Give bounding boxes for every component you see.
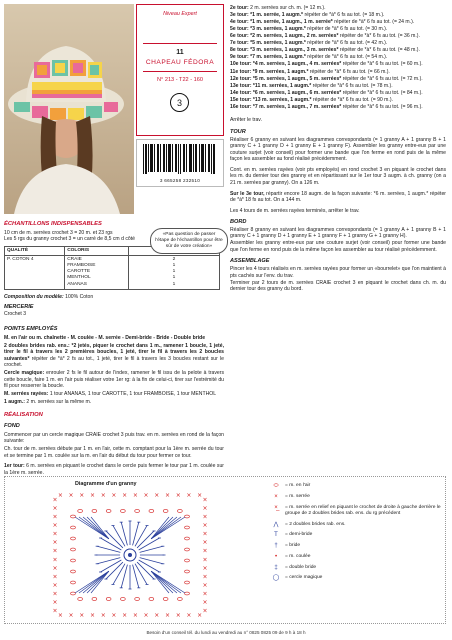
round-text: 2 m. serrées sur ch. m. (= 12 m.). [248, 4, 326, 11]
legend-item [267, 532, 445, 538]
svg-text:×: × [52, 504, 58, 512]
tour-p3-label: Sur le 3e tour, [230, 190, 265, 197]
granny-diagram [25, 489, 235, 621]
diagram-title: Diagramme d'un granny [75, 481, 137, 487]
svg-text:×: × [197, 492, 203, 499]
legend-text: = m. en l'air [285, 483, 311, 488]
round-text: répéter de *à* 6 fs au tot. (= 36 m.). [338, 33, 420, 40]
round-label: 2e tour: [230, 4, 249, 11]
quantity: 1 [172, 281, 176, 287]
legend-item [267, 543, 445, 549]
svg-text:×: × [132, 612, 138, 619]
round-label: 4e tour: *1 m. serrée, 1 augm., 1 m. serrée* [230, 18, 333, 25]
assemblage-paragraph: Terminer par 2 tours de m. serrées CRAIE crochet 3 en piquant le crochet dans ch. m. du dernier tour des granny du bord. [230, 279, 446, 293]
points-double-bride-rest: répéter de *à* 2 fs au tot., 1 jeté, tirer le fil à travers les 3 boucles restant sur le crochet. [4, 355, 224, 369]
svg-text:×: × [202, 522, 208, 529]
pattern-header-card [136, 4, 224, 136]
legend-text: = demi-bride [285, 532, 313, 538]
round-text: répéter de *à* 6 fs au tot. (= 48 m.). [338, 47, 420, 54]
svg-text:×: × [202, 496, 208, 504]
svg-text:×: × [202, 530, 208, 538]
pattern-title: CHAPEAU FÉDORA [145, 59, 215, 66]
svg-text:×: × [202, 547, 208, 555]
svg-text:×: × [68, 612, 74, 619]
svg-text:×: × [111, 612, 117, 619]
svg-text:×: × [154, 612, 160, 619]
legend-text: = double bride [285, 564, 317, 570]
svg-text:×: × [143, 612, 149, 619]
color-name: MENTHOL [67, 275, 91, 281]
round-line [230, 5, 446, 12]
difficulty-level: Niveau Expert [163, 11, 197, 17]
svg-text:×: × [202, 513, 208, 521]
svg-text:×: × [79, 492, 85, 499]
points-title: POINTS EMPLOYÉS [4, 325, 58, 332]
legend-symbol-icon: ‡ [274, 564, 278, 571]
barcode-number: 3 665258 232510 [159, 178, 201, 184]
color-name: CAROTTE [67, 269, 91, 275]
barcode-icon [137, 140, 223, 178]
svg-text:×: × [164, 492, 171, 499]
fond-text: Commencer par un cercle magique CRAIE crochet 3 puis trav. en m. serrées en rond de la façon suivante: [4, 431, 224, 445]
round-line [230, 12, 446, 19]
points-aug [4, 399, 224, 406]
table-header: QUALITÉ [5, 246, 65, 255]
tour-paragraph: Cont. en m. serrées rayées (voir pts employés) en rond crochet 3 en piquant le crochet dans les m. du dernier tour des granny et en répartissant sur le 1er tour 3 augm. à ch. granny (on a 21 m. serrées par granny). On a 126 m. [230, 166, 446, 186]
round-line [230, 69, 446, 76]
svg-text:×: × [52, 547, 58, 555]
legend-item [267, 575, 445, 581]
round-text: répéter de *à* 6 fs au tot. (= 90 m.). [311, 97, 393, 104]
gauge-line: 10 cm de m. serrées crochet 3 = 20 m. et 23 rgs [4, 229, 113, 236]
svg-text:×: × [202, 573, 208, 581]
svg-text:×: × [52, 556, 58, 564]
svg-text:×: × [79, 612, 85, 619]
color-name: ANANAS [67, 281, 87, 287]
points-double-bride [4, 343, 224, 369]
tour-paragraph [230, 191, 446, 204]
fond-text: Ch. tour de m. serrées débute par 1 m. en l'air, cette m. comptant pour la 1ère m. serrée du tour et se termine par 1 m. coulée sur la m. en l'air du début du tour pour fermer ce tour. [4, 446, 224, 459]
round-text: répéter de *à* 6 fs au tot. (= 42 m.). [305, 40, 388, 47]
tour-paragraph: Les 4 tours de m. serrées rayées terminés, arrêter le trav. [230, 207, 360, 214]
tour-paragraph: Réaliser 6 granny en suivant les diagrammes correspondants (= 1 granny A + 1 granny B + 1 granny C + 1 granny D + 1 granny E + 1 granny F). Assembler les granny entre-eux par une couture surjet (voir conseil) pour former une bande que l'on ferme en rond puis de la même façon les assembler au fond réalisé précédemment. [230, 136, 446, 163]
svg-text:×: × [175, 492, 181, 499]
tour-title: TOUR [230, 129, 246, 136]
round-text: répéter de *à* 6 fs au tot. (= 24 m.). [332, 18, 415, 25]
round-1 [4, 463, 224, 476]
round-line [230, 33, 446, 40]
assemblage-title: ASSEMBLAGE [230, 258, 270, 265]
points-stripes-label: M. serrées rayées: [4, 391, 49, 398]
points-magic [4, 370, 224, 390]
round-line [230, 47, 446, 54]
svg-text:×: × [57, 612, 63, 619]
legend-text: = 2 doubles brides rab. ens. [285, 521, 346, 527]
svg-text:×: × [186, 492, 192, 499]
mercerie-value: Crochet 3 [4, 311, 27, 318]
mercerie-title: MERCERIE [4, 304, 34, 311]
barcode [136, 139, 224, 187]
round-text: répéter de *à* 6 fs au tot. (= 72 m.). [341, 75, 423, 82]
svg-text:×: × [52, 530, 58, 538]
round-label: 13e tour: *11 m. serrées, 1 augm.* [230, 82, 312, 89]
svg-text:×: × [111, 492, 117, 499]
round-label: 16e tour: *7 m. serrées, 1 augm., 7 m. serrées* [230, 104, 342, 111]
legend-item [267, 483, 445, 489]
round-text: répéter de *à* 6 fs au tot. (= 60 m.). [341, 61, 423, 68]
diagram-box [4, 476, 446, 624]
legend-symbol-icon: ◯ [272, 575, 280, 582]
quantity: 2 [172, 257, 176, 263]
svg-text:×: × [52, 539, 58, 547]
points-aug-label: 1 augm.: [4, 399, 25, 406]
table-cell [65, 256, 129, 290]
svg-text:×: × [122, 612, 128, 619]
quantity: 1 [172, 263, 176, 269]
legend-text: = cercle magique [285, 575, 323, 581]
points-magic-label: Cercle magique: [4, 370, 45, 377]
svg-text:×: × [52, 599, 58, 607]
svg-text:×: × [68, 492, 74, 499]
gauge-line: Les 5 rgs du granny crochet 3 = un carré de 8,5 cm d côté [4, 236, 135, 243]
svg-text:×: × [52, 582, 58, 589]
tour-p3-text: répartir encore 18 augm. de la façon suivante: *6 m. serrées, 1 augm.* répéter de *à* 18 fs au tot. On a 144 m. [230, 190, 446, 204]
points-double-bride-bold: 2 doubles brides rab. ens.: *2 jetés, piquer le crochet dans 1 m., ramener 1 boucle, 1 jeté, tirer le fil à travers les 2 premières boucles, 1 jeté, tirer le fil à travers les 2 boucles suivantes* [4, 342, 224, 362]
round-label: 8e tour: *3 m. serrées, 1 augm., 3 m. serrées* [230, 47, 339, 54]
pattern-reference: N° 213 - T22 - 160 [157, 77, 203, 83]
right-column [230, 4, 446, 293]
points-aug-text: 2 m. serrées sur la même m. [24, 399, 92, 406]
legend-symbol-icon: × [274, 493, 278, 500]
realisation-title: RÉALISATION [4, 411, 43, 418]
legend-text: = m. coulée [285, 553, 311, 559]
svg-text:×: × [154, 492, 160, 499]
legend-text: = bride [285, 543, 301, 549]
round-text: répéter de *à* 6 fs au tot. (= 96 m.). [341, 104, 423, 111]
points-stripes-text: 1 tour ANANAS, 1 tour CAROTTE, 1 tour FRAMBOISE, 1 tour MENTHOL [48, 391, 217, 398]
rounds-list [230, 5, 446, 111]
svg-text:×: × [122, 492, 128, 499]
legend-symbol-icon: † [274, 543, 278, 550]
legend-text: = m. serrée [285, 493, 310, 499]
round-text: répéter de *à* 6 fs au tot. (= 84 m.). [341, 89, 423, 96]
round-text: répéter de *à* 6 fs au tot. (= 30 m.). [305, 25, 388, 32]
table-cell: P. COTON 4 [5, 256, 65, 290]
svg-text:×: × [202, 504, 208, 512]
legend-item [267, 565, 445, 571]
table-cell [128, 256, 219, 290]
round-label: 6e tour: *2 m. serrées, 1 augm., 2 m. serrées* [230, 33, 339, 40]
legend-item [267, 522, 445, 528]
composition [4, 294, 224, 301]
round-label: 1er tour: [4, 463, 25, 470]
round-line [230, 76, 446, 83]
svg-text:×: × [57, 492, 63, 499]
footer: Besoin d'un conseil tél. du lundi au vendredi au n° 0825 0825 09 de 9 h à 18 h [146, 630, 306, 635]
round-text: 6 m. serrées en piquant le crochet dans le cercle puis fermer le tour par 1 m. coulée sur la 1ère m. serrée. [4, 463, 224, 476]
quantity: 1 [172, 269, 176, 275]
svg-text:×: × [100, 492, 106, 499]
round-line [230, 19, 446, 26]
round-line [230, 61, 446, 68]
composition-value: 100% Coton [65, 293, 94, 300]
round-line [230, 97, 446, 104]
legend-item [267, 494, 445, 500]
round-line [230, 104, 446, 111]
svg-text:×: × [202, 582, 208, 589]
round-text: répéter de *à* 6 fs au tot. (= 18 m.). [303, 11, 385, 18]
legend-symbol-icon: ×̲ [274, 504, 278, 511]
round-text: répéter de *à* 6 fs au tot. (= 54 m.). [305, 54, 388, 61]
points-stripes [4, 391, 224, 398]
color-name: CRAIE [67, 257, 82, 263]
legend-symbol-icon: ⬭ [273, 483, 279, 489]
legend-symbol-icon: T [274, 532, 278, 539]
pattern-number: 11 [176, 49, 184, 56]
svg-text:×: × [164, 612, 171, 619]
color-name: FRAMBOISE [67, 263, 96, 269]
round-label: 7e tour: *5 m. serrées, 1 augm.* [230, 40, 306, 47]
assemblage-paragraph: Pincer les 4 tours réalisés en m. serrées rayées pour former un «bourrelet» que l'on maintient à pts cachés sur l'env. du trav. [230, 266, 446, 279]
round-line [230, 90, 446, 97]
points-magic-text: enrouler 2 fs le fil autour de l'index, ramener le fil issu de la pelote à travers cette boucle, faire 1 m. en l'air puis réaliser votre 1er rg: à la fin de celui-ci, tirer sur l'extrémité du fil pour resserrer la boucle. [4, 370, 224, 390]
round-line [230, 54, 446, 61]
round-text: répéter de *à* 6 fs au tot. (= 66 m.). [308, 68, 390, 75]
svg-text:×: × [202, 607, 208, 615]
legend-symbol-icon: ⋀ [273, 521, 279, 528]
quantity: 1 [172, 275, 176, 281]
tip-bubble: «Pas question de passer l'étape de l'échantillon pour être sûr de votre création» [150, 228, 228, 254]
svg-text:×: × [202, 564, 208, 572]
svg-text:×: × [52, 573, 58, 581]
round-line [230, 40, 446, 47]
svg-text:×: × [202, 599, 208, 607]
svg-text:×: × [186, 612, 192, 619]
bord-paragraph: Assembler les granny entre-eux par une couture surjet (voir conseil) pour former une bande que l'on ferme en rond puis de la même façon les assembler au tour réalisé précédemment. [230, 240, 446, 253]
round-line [230, 83, 446, 90]
bord-paragraph: Réaliser 8 granny en suivant les diagrammes correspondants (= 1 granny A + 1 granny B + 1 granny C + 1 granny D + 1 granny E + 1 granny F + 1 granny G + 1 granny H). [230, 226, 446, 240]
svg-text:×: × [52, 564, 58, 572]
legend-item [267, 505, 445, 518]
svg-text:×: × [52, 607, 58, 615]
svg-text:×: × [52, 522, 58, 529]
legend-symbol-icon: • [274, 553, 278, 560]
svg-text:×: × [202, 539, 208, 547]
points-intro: M. en l'air ou m. chaînette - M. coulée - M. serrée - Demi-bride - Bride - Double bride [4, 334, 206, 341]
divider [143, 43, 217, 44]
svg-text:×: × [143, 492, 149, 499]
round-label: 10e tour: *4 m. serrées, 1 augm., 4 m. serrées* [230, 61, 342, 68]
composition-label: Composition du modèle: [4, 293, 64, 300]
round-line [230, 26, 446, 33]
round-text: répéter de *à* 6 fs au tot. (= 78 m.). [311, 82, 393, 89]
svg-text:×: × [100, 612, 106, 619]
stop-text: Arrêter le trav. [230, 116, 262, 123]
svg-text:×: × [132, 492, 138, 499]
legend-item [267, 554, 445, 560]
bord-title: BORD [230, 219, 247, 226]
legend-text: = m. serrée en relief en piquant le crochet de droite à gauche derrière le groupe de 2 doubles brides rab. ens. du rg précédent [285, 504, 441, 516]
diagram-legend [267, 483, 445, 586]
divider [143, 71, 217, 72]
round-label: 5e tour: *3 m. serrées, 1 augm.* [230, 25, 306, 32]
svg-text:×: × [202, 590, 208, 598]
fond-title: FOND [4, 423, 20, 430]
svg-text:×: × [89, 492, 96, 499]
table-header: COLORIS [65, 246, 129, 255]
svg-text:×: × [52, 513, 58, 521]
svg-text:×: × [52, 590, 58, 598]
gauge-title: ÉCHANTILLONS INDISPENSABLES [4, 221, 102, 227]
svg-text:×: × [175, 612, 181, 619]
round-label: 3e tour: *1 m. serrée, 1 augm.* [230, 11, 304, 18]
hook-size-icon: 3 [170, 93, 189, 112]
round-label: 9e tour: *7 m. serrées, 1 augm.* [230, 54, 306, 61]
round-label: 14e tour: *6 m. serrées, 1 augm., 6 m. serrées* [230, 89, 342, 96]
model-photo [4, 4, 134, 214]
svg-text:×: × [202, 556, 208, 564]
round-label: 15e tour: *13 m. serrées, 1 augm.* [230, 97, 312, 104]
round-label: 11e tour: *9 m. serrées, 1 augm.* [230, 68, 309, 75]
round-label: 12e tour: *5 m. serrées, 1 augm., 5 m. serrées* [230, 75, 342, 82]
svg-text:×: × [89, 612, 96, 619]
svg-text:×: × [52, 496, 58, 504]
svg-text:×: × [197, 612, 203, 619]
left-column [4, 217, 224, 476]
